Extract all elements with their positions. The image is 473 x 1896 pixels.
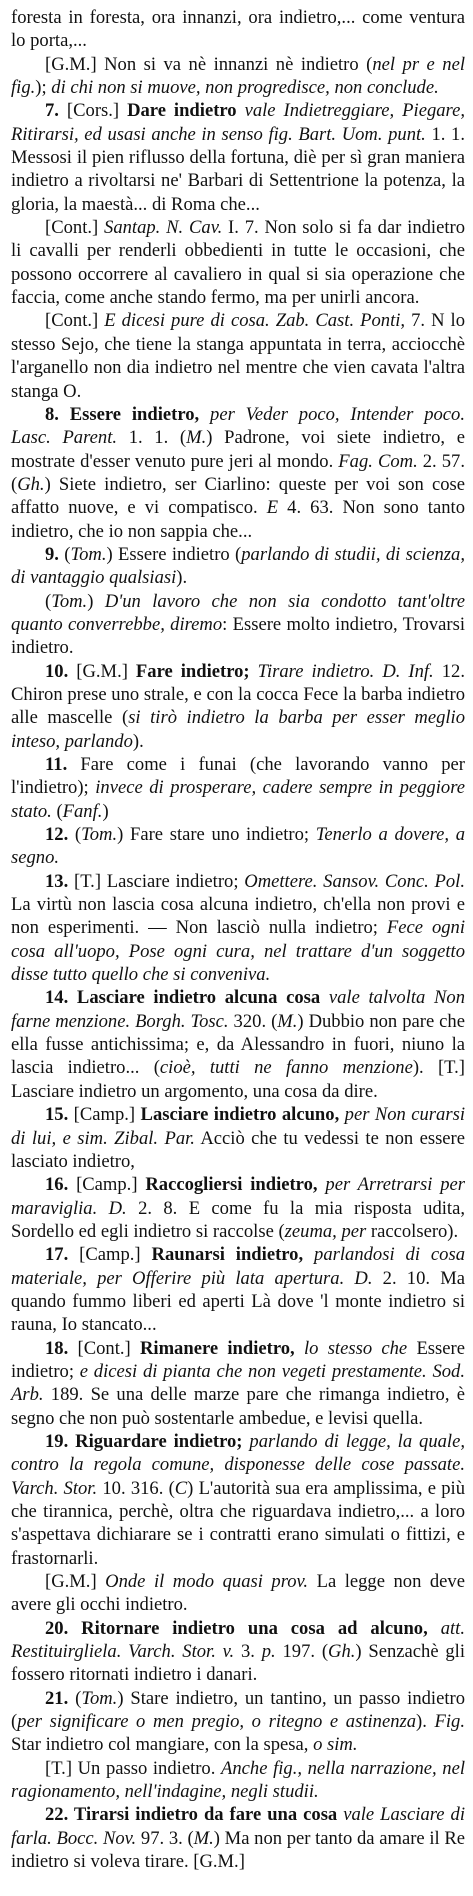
entry-paragraph-e8: 8. Essere indietro, per Veder poco, Intender poco. Lasc. Parent. 1. 1. (M.) Padrone, voi siete indietro, e mostrate d'esser venuto pure jeri al mondo. Fag. Com. 2. 57. (Gh.) Siete indietro, ser Ciarlino: queste per voi son cose affatto nuove, e vi compatisco. E 4. 63. Non sono tanto indietro, che io non sappia che... [11,403,465,542]
entry-paragraph-e10: 10. [G.M.] Fare indietro; Tirare indietro. D. Inf. 12. Chiron prese uno strale, e con la cocca Fece la barba indietro alle mascelle (si tirò indietro la barba per esser meglio inteso, parlando). [11,660,466,752]
entry-paragraph-e13: 13. [T.] Lasciare indietro; Omettere. Sansov. Conc. Pol. La virtù non lascia cosa alcuna indietro, ch'ella non provi e non esperimenti. — Non lasciò nulla indietro; Fece ogni cosa all'uopo, Pose ogni cura, nel trattare d'un soggetto disse tutto quello che si conveniva. [11,870,466,986]
entry-paragraph-e19: 19. Riguardare indietro; parlando di legge, la quale, contro la regola comune, disponesse delle cose passate. Varch. Stor. 10. 316. (C) L'autorità sua era amplissima, e più che tirannica, perchè, oltra che riguardava indietro,... a loro s'aspettava dichiarare se i contratti erano simulati o fittizi, e frastornarli. [11,1430,465,1569]
entry-list [11,6,465,1874]
entry-paragraph-e15: 15. [Camp.] Lasciare indietro alcuno, per Non curarsi di lui, e sim. Zibal. Par. Acciò che tu vedessi te non essere lasciato indietro, [11,1104,465,1172]
entry-paragraph-gm1: [G.M.] Non si va nè innanzi nè indietro (nel pr e nel fig.); di chi non si muove, non progredisce, non conclude. [11,53,465,99]
entry-paragraph-cont: foresta in foresta, ora innanzi, ora indietro,... come ventura lo porta,... [11,7,465,52]
entry-paragraph-e20: 20. Ritornare indietro una cosa ad alcuno, att. Restituirgliela. Varch. Stor. v. 3. p. 197. (Gh.) Senzachè gli fossero ritornati indietro i danari. [11,1617,466,1686]
entry-paragraph-e9: 9. (Tom.) Essere indietro (parlando di studii, di scienza, di vantaggio qualsiasi). [11,543,465,589]
entry-paragraph-e11: 11. Fare come i funai (che lavorando vanno per l'indietro); invece di prosperare, cadere sempre in peggiore stato. (Fanf.) [11,754,465,822]
entry-paragraph-e21: 21. (Tom.) Stare indietro, un tantino, un passo indietro (per significare o men pregio, o ritegno e astinenza). Fig. Star indietro col mangiare, con la spesa, o sim. [11,1687,466,1756]
entry-paragraph-e9b: (Tom.) D'un lavoro che non sia condotto tant'oltre quanto converrebbe, diremo: Essere molto indietro, Trovarsi indietro. [11,590,465,659]
entry-paragraph-e21b: [T.] Un passo indietro. Anche fig., nella narrazione, nel ragionamento, nell'indagine, negli studii. [11,1757,465,1803]
entry-paragraph-e7: 7. [Cors.] Dare indietro vale Indietreggiare, Piegare, Ritirarsi, ed usasi anche in senso fig. Bart. Uom. punt. 1. 1. Messosi il pien riflusso della fortuna, diè per sì gran maniera indietro a rivoltarsi ne' Barbari di Settentrione la potenza, la gloria, la maestà... di Roma che... [11,100,466,215]
entry-paragraph-e7b: [Cont.] Santap. N. Cav. I. 7. Non solo si fa dar indietro li cavalli per renderli obbedienti in tutte le occasioni, che possono occorrere al cavaliero in qual si sia operazione che faccia, come anche stando fermo, ma per unirli ancora. [11,217,465,309]
entry-paragraph-e12: 12. (Tom.) Fare stare uno indietro; Tenerlo a dovere, a segno. [11,824,466,869]
entry-paragraph-e17: 17. [Camp.] Raunarsi indietro, parlandosi di cosa materiale, per Offerire più lata apertura. D. 2. 10. Ma quando fummo liberi ed aperti Là dove 'l monte indietro si rauna, Io stancato... [11,1244,466,1336]
entry-paragraph-e14: 14. Lasciare indietro alcuna cosa vale talvolta Non farne menzione. Borgh. Tosc. 320. (M.) Dubbio non pare che ella fusse antichissima; e, da Alessandro in fuori, niuno la lascia indietro... (cioè, tutti ne fanno menzione). [T.] Lasciare indietro un argomento, una cosa da dire. [11,987,465,1102]
entry-paragraph-e16: 16. [Camp.] Raccogliersi indietro, per Arretrarsi per maraviglia. D. 2. 8. E come fu la mia risposta udita, Sordello ed egli indietro si raccolse (zeuma, per raccolsero). [11,1174,465,1242]
entry-paragraph-e7c: [Cont.] E dicesi pure di cosa. Zab. Cast. Ponti, 7. N lo stesso Sejo, che tiene la stanga appuntata in terra, acciocchè l'arganello non dia indietro nel mentre che vien cavata l'altra stanga O. [11,310,466,402]
entry-paragraph-e18: 18. [Cont.] Rimanere indietro, lo stesso che Essere indietro; e dicesi di pianta che non vegeti prestamente. Sod. Arb. 189. Se una delle marze pare che rimanga indietro, è segno che non può sostentarle ambedue, e levisi quella. [11,1337,465,1429]
entry-paragraph-e22: 22. Tirarsi indietro da fare una cosa vale Lasciare di farla. Bocc. Nov. 97. 3. (M.) Ma non per tanto da amare il Re indietro si voleva tirare. [G.M.] [11,1804,466,1873]
entry-paragraph-e19b: [G.M.] Onde il modo quasi prov. La legge non deve avere gli occhi indietro. [11,1571,465,1616]
